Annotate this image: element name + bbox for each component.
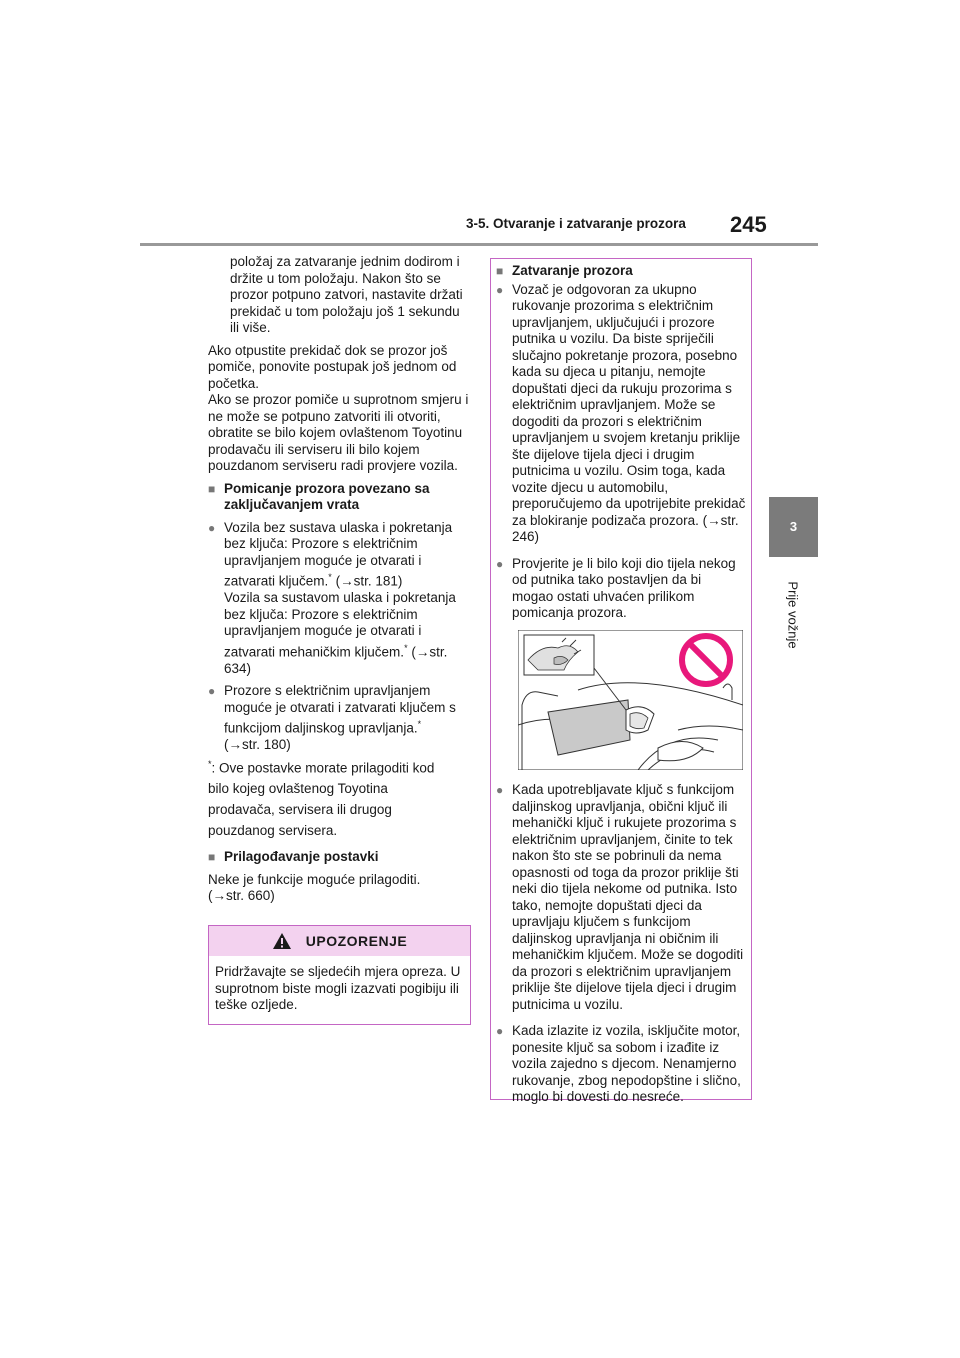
list-item-text: Vozač je odgovoran za ukupno rukovanje prozorima s električnim upravljanjem, uključujući i prozore putnika u vozilu. Da biste spriječili slučajno pokretanje prozora, posebno kada su djeca u pitanju, nemojte dopuštati djeci da rukuju prozorima s električnim upravljanjem. Može se dogoditi da prozori s električnim upravljanjem u svojem kretanju priklije šte dijelove tijela djeci i drugim putnicima u vozilu. Osim toga, kada vozite djecu u automobilu, preporučujemo da upotrijebite prekidač za blokiranje podizača prozora. (→str. 246) bbox=[512, 281, 746, 544]
right-warning-panel bbox=[490, 258, 752, 1104]
page-number: 245 bbox=[730, 212, 767, 237]
left-column bbox=[208, 254, 470, 911]
list-item bbox=[496, 556, 746, 622]
footnote-text: pouzdanog servisera. bbox=[208, 823, 338, 838]
list-item-text: Provjerite je li bilo koji dio tijela nekog od putnika tako postavljen da bi mogao ostati uhvaćen prilikom pomicanja prozora. bbox=[512, 555, 736, 620]
square-bullet-icon: ■ bbox=[208, 850, 216, 864]
header-rule bbox=[140, 243, 818, 246]
intro-paragraph: položaj za zatvaranje jednim dodirom i držite u tom položaju. Nakon što se prozor potpuno zatvori, nastavite držati prekidač u tom položaju još 1 sekundu ili više. bbox=[230, 254, 463, 335]
list-item-text: Vozila sa sustavom ulaska i pokretanja bez ključa: Prozore s električnim upravljanjem moguće je otvarati i zatvarati mehaničkim ključem. bbox=[224, 590, 456, 659]
section-heading bbox=[496, 263, 746, 280]
chapter-tab-number: 3 bbox=[769, 497, 818, 557]
warning-header bbox=[209, 926, 470, 956]
right-panel-content bbox=[496, 263, 746, 1112]
list-item-text: Prozore s električnim upravljanjem moguće je otvarati i zatvarati ključem s funkcijom daljinskog upravljanja. bbox=[224, 683, 456, 736]
circle-bullet-icon: ● bbox=[496, 1024, 504, 1038]
square-bullet-icon: ■ bbox=[208, 481, 216, 496]
footnote-text: bilo kojeg ovlaštenog Toyotina bbox=[208, 781, 388, 796]
paragraph-text: Neke je funkcije moguće prilagoditi. bbox=[208, 871, 421, 887]
list-item bbox=[496, 282, 746, 546]
heading-text: Pomicanje prozora povezano sa zaključavanjem vrata bbox=[224, 480, 430, 512]
list-item-text: Kada izlazite iz vozila, isključite motor, ponesite ključ sa sobom i izađite iz vozila zajedno s djecom. Nenamjerno rukovanje, zbog nepodopštine i slično, moglo bi dovesti do nesreće. bbox=[512, 1023, 741, 1104]
heading-text: Zatvaranje prozora bbox=[512, 263, 633, 278]
page-reference: (→str. 660) bbox=[208, 888, 275, 903]
square-bullet-icon: ■ bbox=[496, 264, 504, 278]
footnote-marker: * bbox=[328, 572, 332, 582]
page-reference: (→str. 181) bbox=[335, 573, 403, 589]
list-item bbox=[496, 1023, 746, 1106]
paragraph: Ako otpustite prekidač dok se prozor još pomiče, ponovite postupak još jednom od početka. bbox=[208, 342, 457, 391]
footnote-marker: * bbox=[208, 758, 212, 769]
header-section-title: 3-5. Otvaranje i zatvaranje prozora bbox=[466, 216, 686, 231]
chapter-tab-label bbox=[773, 570, 813, 660]
circle-bullet-icon: ● bbox=[208, 520, 216, 535]
footnote-text: prodavača, servisera ili drugog bbox=[208, 802, 392, 817]
list-item-text: Kada upotrebljavate ključ s funkcijom daljinskog upravljanja, obični ključ ili mehanički ključ i rukujete prozorima s električnim upravljanjem, činite to tek nakon što ste se pobrinuli da nema opasnosti od toga da prozor priklije šti neki dio tijela nekome od putnika. Isto tako, nemojte dopuštati djeci da upravljaju ključem s funkcijom daljinskog upravljanja ni običnim ili mehaničkim ključem. Može se dogoditi da prozori s električnim upravljanjem priklije šte dijelove tijela djeci i drugim putnicima u vozilu. bbox=[512, 782, 744, 1012]
heading-text: Prilagođavanje postavki bbox=[224, 849, 379, 864]
page-reference: (→str. 634) bbox=[224, 644, 448, 676]
circle-bullet-icon: ● bbox=[496, 282, 504, 297]
circle-bullet-icon: ● bbox=[208, 684, 216, 698]
footnote-text: : Ove postavke morate prilagoditi kod bbox=[211, 760, 435, 775]
page-reference: (→str. 180) bbox=[224, 737, 291, 752]
circle-bullet-icon: ● bbox=[496, 556, 504, 571]
chapter-tab-label-text: Prije vožnje bbox=[785, 581, 801, 649]
footnote-marker: * bbox=[417, 719, 422, 729]
section-heading bbox=[208, 849, 470, 866]
footnote-marker: * bbox=[404, 642, 408, 653]
warning-box bbox=[208, 925, 471, 1025]
list-item bbox=[208, 520, 470, 591]
circle-bullet-icon: ● bbox=[496, 783, 504, 797]
warning-title: UPOZORENJE bbox=[305, 933, 408, 949]
warning-triangle-icon bbox=[272, 932, 292, 950]
window-pinch-illustration bbox=[518, 630, 743, 770]
list-item bbox=[496, 782, 746, 1013]
footnote bbox=[208, 754, 470, 842]
paragraph: Ako se prozor pomiče u suprotnom smjeru i ne može se potpuno zatvoriti ili otvoriti, obratite se bilo kojem ovlaštenom Toyotinu prodavaču ili serviseru ili bilo kojem pouzdanom serviseru radi provjere vozila. bbox=[208, 392, 469, 473]
list-item bbox=[208, 683, 470, 754]
list-item-text: Vozila bez sustava ulaska i pokretanja bez ključa: Prozore s električnim upravljanjem moguće je otvarati i zatvarati ključem. bbox=[224, 519, 453, 589]
list-item-continuation bbox=[208, 590, 470, 677]
paragraph bbox=[208, 872, 470, 905]
section-heading bbox=[208, 481, 470, 514]
warning-body: Pridržavajte se sljedećih mjera opreza. U suprotnom biste mogli izazvati pogibiju ili teške ozljede. bbox=[215, 964, 461, 1012]
